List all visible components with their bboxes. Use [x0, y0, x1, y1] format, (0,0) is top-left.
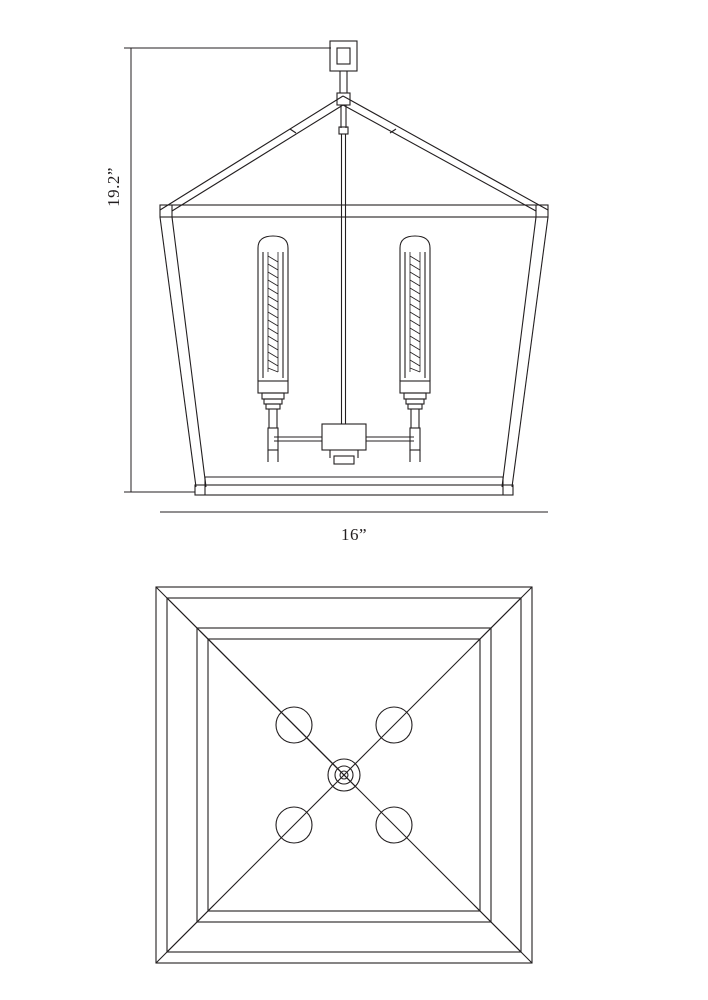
frame-roof [160, 96, 548, 211]
height-dimension-line [124, 48, 138, 492]
frame-top-rail [160, 205, 548, 217]
down-rod [337, 71, 350, 424]
width-dimension-label: 16” [340, 525, 368, 544]
plan-arms [200, 631, 480, 911]
bulb-right [400, 236, 430, 428]
bulb-left [258, 236, 288, 428]
frame-side-posts [160, 217, 548, 487]
top-plan-view [0, 560, 708, 1000]
frame-bottom-rail [195, 477, 513, 495]
center-body [268, 424, 420, 464]
height-extension-lines [131, 48, 331, 492]
height-dimension-label: 19.2” [104, 167, 123, 207]
canopy [330, 41, 357, 71]
